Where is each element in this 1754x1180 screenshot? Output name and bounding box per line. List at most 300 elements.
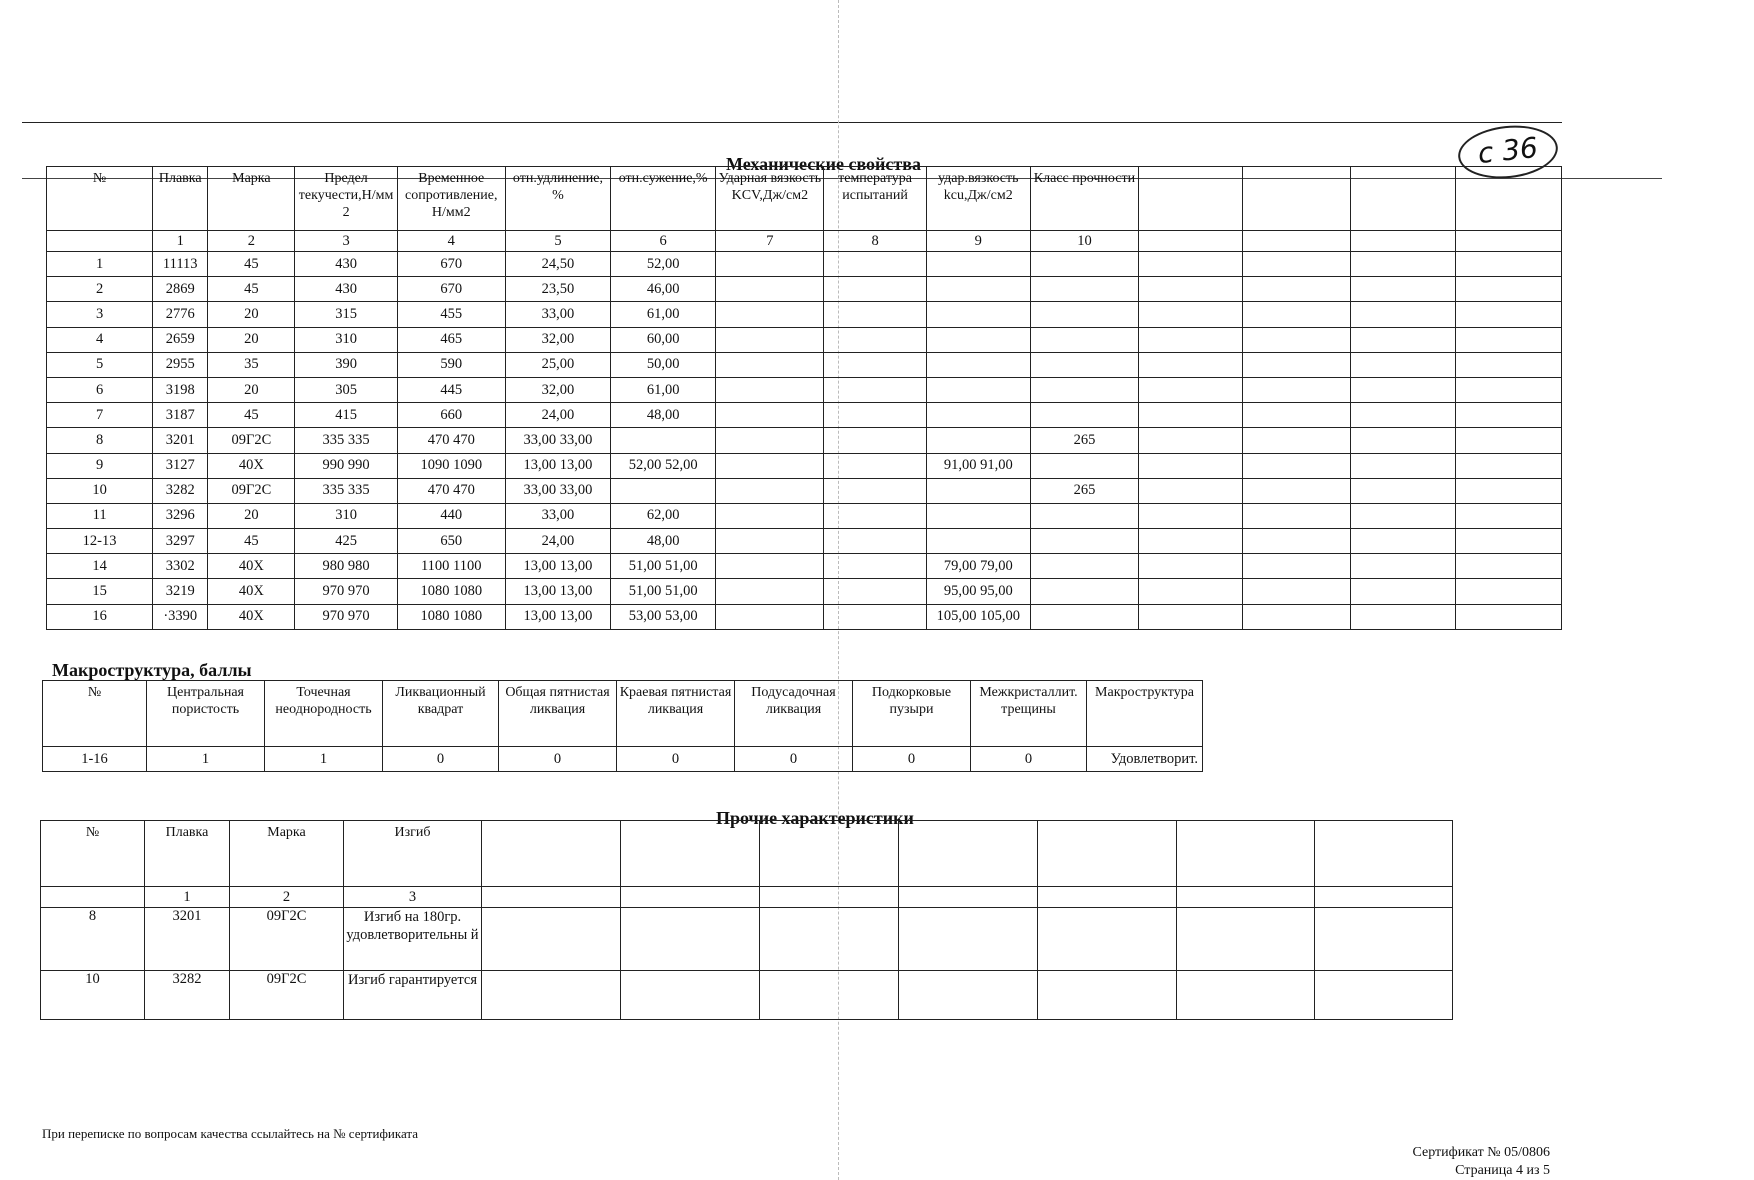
table-cell bbox=[1139, 167, 1243, 231]
table-cell: 650 bbox=[397, 529, 505, 554]
table-cell: 8 bbox=[47, 428, 153, 453]
table-cell bbox=[1455, 352, 1561, 377]
table-cell bbox=[716, 277, 824, 302]
table-cell: 305 bbox=[295, 377, 397, 402]
table-cell: Подусадочная ликвация bbox=[735, 681, 853, 747]
table-cell: 14 bbox=[47, 554, 153, 579]
table-cell: 3282 bbox=[145, 971, 230, 1020]
table-cell bbox=[1455, 579, 1561, 604]
table-cell: Краевая пятнистая ликвация bbox=[617, 681, 735, 747]
table-cell bbox=[824, 478, 926, 503]
table-cell: 24,00 bbox=[505, 529, 610, 554]
macro-title: Макроструктура, баллы bbox=[52, 660, 252, 680]
table-row bbox=[47, 327, 1562, 352]
table-cell: 45 bbox=[208, 403, 295, 428]
table-cell bbox=[926, 277, 1030, 302]
table-cell: 455 bbox=[397, 302, 505, 327]
table-cell bbox=[1243, 302, 1351, 327]
table-cell: 61,00 bbox=[611, 377, 716, 402]
table-cell bbox=[824, 302, 926, 327]
table-cell: 40Х bbox=[208, 579, 295, 604]
table-cell: 2955 bbox=[153, 352, 208, 377]
table-cell bbox=[1455, 503, 1561, 528]
table-cell bbox=[824, 554, 926, 579]
table-cell: 6 bbox=[47, 377, 153, 402]
table-cell bbox=[1455, 377, 1561, 402]
table-row bbox=[47, 579, 1562, 604]
table-cell bbox=[1030, 277, 1138, 302]
table-row bbox=[47, 554, 1562, 579]
table-cell bbox=[824, 252, 926, 277]
table-row bbox=[47, 403, 1562, 428]
table-cell bbox=[716, 453, 824, 478]
table-cell: 51,00 51,00 bbox=[611, 554, 716, 579]
table-cell bbox=[760, 908, 899, 971]
table-cell bbox=[1351, 277, 1455, 302]
table-cell bbox=[1315, 971, 1453, 1020]
table-cell: 1080 1080 bbox=[397, 604, 505, 629]
table-cell: Класс прочности bbox=[1030, 167, 1138, 231]
table-cell bbox=[1315, 821, 1453, 887]
table-cell: 310 bbox=[295, 503, 397, 528]
table-cell bbox=[1139, 579, 1243, 604]
table-row bbox=[47, 377, 1562, 402]
table-cell: 980 980 bbox=[295, 554, 397, 579]
table-cell bbox=[1243, 277, 1351, 302]
table-cell bbox=[1139, 252, 1243, 277]
table-cell: 1100 1100 bbox=[397, 554, 505, 579]
table-cell bbox=[47, 231, 153, 252]
table-cell: 335 335 bbox=[295, 478, 397, 503]
table-cell bbox=[621, 971, 760, 1020]
table-cell: Плавка bbox=[145, 821, 230, 887]
table-cell bbox=[1139, 529, 1243, 554]
table-cell: 61,00 bbox=[611, 302, 716, 327]
table-cell bbox=[1038, 971, 1177, 1020]
table-cell bbox=[899, 887, 1038, 908]
table-row bbox=[47, 478, 1562, 503]
table-cell: 970 970 bbox=[295, 579, 397, 604]
table-cell: 15 bbox=[47, 579, 153, 604]
table-cell bbox=[824, 403, 926, 428]
table-row bbox=[47, 503, 1562, 528]
table-cell: 33,00 33,00 bbox=[505, 428, 610, 453]
table-cell: 40Х bbox=[208, 554, 295, 579]
table-cell: 09Г2С bbox=[208, 428, 295, 453]
table-cell: 13,00 13,00 bbox=[505, 554, 610, 579]
table-cell bbox=[1243, 453, 1351, 478]
table-row bbox=[47, 277, 1562, 302]
top-rule bbox=[22, 122, 1562, 123]
table-cell: 660 bbox=[397, 403, 505, 428]
table-cell: 470 470 bbox=[397, 478, 505, 503]
table-cell bbox=[899, 908, 1038, 971]
table-row bbox=[47, 302, 1562, 327]
mechanical-table bbox=[46, 166, 1562, 630]
table-cell bbox=[1139, 352, 1243, 377]
table-cell: 13,00 13,00 bbox=[505, 453, 610, 478]
table-row bbox=[41, 908, 1453, 971]
table-cell: ·3390 bbox=[153, 604, 208, 629]
table-cell: 45 bbox=[208, 277, 295, 302]
table-cell: 1080 1080 bbox=[397, 579, 505, 604]
footer-note: При переписке по вопросам качества ссылайтесь на № сертификата bbox=[42, 1126, 418, 1141]
table-cell bbox=[1243, 403, 1351, 428]
table-cell: 8 bbox=[824, 231, 926, 252]
table-cell bbox=[926, 503, 1030, 528]
table-cell: 79,00 79,00 bbox=[926, 554, 1030, 579]
table-cell bbox=[1030, 579, 1138, 604]
table-cell: 09Г2С bbox=[230, 908, 344, 971]
table-cell bbox=[824, 352, 926, 377]
table-cell bbox=[1351, 579, 1455, 604]
table-cell bbox=[621, 821, 760, 887]
table-cell bbox=[1177, 887, 1315, 908]
table-cell bbox=[824, 327, 926, 352]
table-cell bbox=[1139, 428, 1243, 453]
table-cell: 45 bbox=[208, 252, 295, 277]
table-cell bbox=[41, 887, 145, 908]
table-cell: 430 bbox=[295, 252, 397, 277]
table-cell: 0 bbox=[383, 747, 499, 772]
table-cell bbox=[1455, 604, 1561, 629]
table-cell: № bbox=[47, 167, 153, 231]
table-cell: 465 bbox=[397, 327, 505, 352]
footer-certificate-block bbox=[1390, 1144, 1550, 1180]
table-cell bbox=[716, 529, 824, 554]
table-cell bbox=[1351, 604, 1455, 629]
table-cell bbox=[1243, 579, 1351, 604]
table-cell: Подкорковые пузыри bbox=[853, 681, 971, 747]
table-cell bbox=[716, 403, 824, 428]
table-cell: 91,00 91,00 bbox=[926, 453, 1030, 478]
handwritten-page-mark: с 36 bbox=[1456, 121, 1561, 183]
table-row bbox=[41, 971, 1453, 1020]
table-cell bbox=[716, 327, 824, 352]
table-cell: 20 bbox=[208, 503, 295, 528]
table-cell: 33,00 bbox=[505, 302, 610, 327]
table-cell bbox=[611, 428, 716, 453]
table-cell bbox=[1139, 377, 1243, 402]
table-cell bbox=[1351, 302, 1455, 327]
table-cell bbox=[716, 352, 824, 377]
table-cell: 590 bbox=[397, 352, 505, 377]
table-cell bbox=[1243, 167, 1351, 231]
table-cell bbox=[1139, 453, 1243, 478]
table-cell bbox=[1243, 428, 1351, 453]
table-cell bbox=[1351, 352, 1455, 377]
table-cell bbox=[716, 554, 824, 579]
table-cell bbox=[1351, 503, 1455, 528]
table-cell: 09Г2С bbox=[208, 478, 295, 503]
table-cell: 60,00 bbox=[611, 327, 716, 352]
table-cell: 24,50 bbox=[505, 252, 610, 277]
table-cell bbox=[760, 821, 899, 887]
table-cell: 16 bbox=[47, 604, 153, 629]
table-cell bbox=[611, 478, 716, 503]
table-cell: 52,00 52,00 bbox=[611, 453, 716, 478]
table-cell bbox=[1030, 604, 1138, 629]
table-cell bbox=[1351, 554, 1455, 579]
mechanical-title: Механические свойства bbox=[726, 154, 921, 174]
table-cell: 2 bbox=[47, 277, 153, 302]
table-cell: 11 bbox=[47, 503, 153, 528]
table-cell bbox=[716, 252, 824, 277]
table-cell bbox=[716, 377, 824, 402]
table-cell: 1 bbox=[145, 887, 230, 908]
table-cell: 3187 bbox=[153, 403, 208, 428]
table-cell bbox=[1455, 403, 1561, 428]
table-header-row bbox=[43, 681, 1203, 747]
table-cell: Временное сопротивление, Н/мм2 bbox=[397, 167, 505, 231]
table-cell: 9 bbox=[926, 231, 1030, 252]
table-cell: 8 bbox=[41, 908, 145, 971]
table-cell: 265 bbox=[1030, 478, 1138, 503]
table-cell: 3296 bbox=[153, 503, 208, 528]
table-cell bbox=[1243, 327, 1351, 352]
table-cell: 40Х bbox=[208, 604, 295, 629]
table-cell bbox=[1351, 478, 1455, 503]
table-cell bbox=[926, 327, 1030, 352]
table-cell bbox=[1243, 604, 1351, 629]
table-cell bbox=[1351, 529, 1455, 554]
table-cell: 33,00 33,00 bbox=[505, 478, 610, 503]
table-cell bbox=[1030, 327, 1138, 352]
table-cell bbox=[482, 887, 621, 908]
table-cell bbox=[1243, 503, 1351, 528]
table-row bbox=[47, 352, 1562, 377]
table-cell: 45 bbox=[208, 529, 295, 554]
table-cell: удар.вязкость kcu,Дж/см2 bbox=[926, 167, 1030, 231]
table-cell bbox=[1351, 453, 1455, 478]
table-cell bbox=[1030, 453, 1138, 478]
table-cell: 20 bbox=[208, 302, 295, 327]
table-cell bbox=[1455, 478, 1561, 503]
other-title: Прочие характеристики bbox=[716, 808, 914, 828]
table-cell bbox=[1030, 377, 1138, 402]
table-cell: 2776 bbox=[153, 302, 208, 327]
table-cell: 9 bbox=[47, 453, 153, 478]
table-cell bbox=[1315, 908, 1453, 971]
table-cell bbox=[1139, 327, 1243, 352]
table-cell bbox=[1030, 529, 1138, 554]
table-cell bbox=[1038, 887, 1177, 908]
table-header-row bbox=[47, 167, 1562, 231]
table-cell: 3198 bbox=[153, 377, 208, 402]
table-cell: Межкристаллит. трещины bbox=[971, 681, 1087, 747]
table-cell: 12-13 bbox=[47, 529, 153, 554]
table-cell: Удовлетворит. bbox=[1087, 747, 1203, 772]
table-cell bbox=[1243, 377, 1351, 402]
table-cell: 105,00 105,00 bbox=[926, 604, 1030, 629]
table-cell: 670 bbox=[397, 252, 505, 277]
table-cell bbox=[1038, 908, 1177, 971]
table-row bbox=[47, 453, 1562, 478]
table-cell bbox=[1139, 503, 1243, 528]
table-cell: Ликвационный квадрат bbox=[383, 681, 499, 747]
table-cell bbox=[1351, 252, 1455, 277]
table-cell: 4 bbox=[397, 231, 505, 252]
table-cell: 1 bbox=[265, 747, 383, 772]
table-cell: 11113 bbox=[153, 252, 208, 277]
macro-table bbox=[42, 680, 1203, 772]
table-cell: 33,00 bbox=[505, 503, 610, 528]
table-cell bbox=[926, 478, 1030, 503]
table-cell: Изгиб bbox=[344, 821, 482, 887]
table-cell bbox=[1030, 352, 1138, 377]
table-cell bbox=[1455, 302, 1561, 327]
table-cell: 3201 bbox=[145, 908, 230, 971]
table-cell: 445 bbox=[397, 377, 505, 402]
table-cell bbox=[1030, 403, 1138, 428]
table-row bbox=[47, 252, 1562, 277]
table-row bbox=[47, 604, 1562, 629]
table-cell bbox=[824, 579, 926, 604]
table-cell bbox=[1177, 971, 1315, 1020]
table-cell: 2869 bbox=[153, 277, 208, 302]
table-cell bbox=[824, 428, 926, 453]
table-cell: 3 bbox=[295, 231, 397, 252]
table-cell bbox=[482, 821, 621, 887]
table-cell: Точечная неоднородность bbox=[265, 681, 383, 747]
table-cell: № bbox=[43, 681, 147, 747]
table-cell: 13,00 13,00 bbox=[505, 579, 610, 604]
table-cell bbox=[1038, 821, 1177, 887]
table-cell bbox=[1139, 403, 1243, 428]
table-cell: 0 bbox=[617, 747, 735, 772]
table-cell: 48,00 bbox=[611, 403, 716, 428]
certificate-number: Сертификат № 05/0806 bbox=[1412, 1145, 1550, 1160]
table-cell: 970 970 bbox=[295, 604, 397, 629]
table-cell: 470 470 bbox=[397, 428, 505, 453]
table-cell: 46,00 bbox=[611, 277, 716, 302]
table-cell: 1 bbox=[147, 747, 265, 772]
table-cell: 51,00 51,00 bbox=[611, 579, 716, 604]
table-cell: 48,00 bbox=[611, 529, 716, 554]
column-number-row bbox=[41, 887, 1453, 908]
table-cell bbox=[1455, 428, 1561, 453]
table-cell: 0 bbox=[971, 747, 1087, 772]
table-cell bbox=[1351, 377, 1455, 402]
table-cell: 5 bbox=[47, 352, 153, 377]
table-cell: 0 bbox=[499, 747, 617, 772]
table-cell bbox=[1455, 529, 1561, 554]
table-cell: 1 bbox=[47, 252, 153, 277]
table-cell: 10 bbox=[41, 971, 145, 1020]
table-cell: Макроструктура bbox=[1087, 681, 1203, 747]
table-cell bbox=[824, 529, 926, 554]
table-cell bbox=[824, 604, 926, 629]
table-cell: 50,00 bbox=[611, 352, 716, 377]
table-cell bbox=[1351, 403, 1455, 428]
table-cell bbox=[482, 908, 621, 971]
table-cell bbox=[899, 821, 1038, 887]
table-cell bbox=[1139, 554, 1243, 579]
table-cell: 430 bbox=[295, 277, 397, 302]
table-cell: 425 bbox=[295, 529, 397, 554]
table-cell bbox=[1243, 554, 1351, 579]
table-cell: 5 bbox=[505, 231, 610, 252]
table-cell bbox=[1455, 167, 1561, 231]
table-cell bbox=[621, 887, 760, 908]
table-cell: 3127 bbox=[153, 453, 208, 478]
table-cell: 23,50 bbox=[505, 277, 610, 302]
table-cell bbox=[1139, 478, 1243, 503]
table-cell bbox=[716, 302, 824, 327]
table-header-row bbox=[41, 821, 1453, 887]
table-cell: Предел текучести,Н/мм 2 bbox=[295, 167, 397, 231]
table-cell: 3201 bbox=[153, 428, 208, 453]
table-cell: 3282 bbox=[153, 478, 208, 503]
table-cell bbox=[1030, 252, 1138, 277]
table-cell bbox=[1139, 302, 1243, 327]
table-cell bbox=[621, 908, 760, 971]
table-cell: 0 bbox=[853, 747, 971, 772]
table-cell bbox=[1351, 428, 1455, 453]
table-cell bbox=[824, 377, 926, 402]
table-cell: 1-16 bbox=[43, 747, 147, 772]
table-cell bbox=[1243, 352, 1351, 377]
table-cell: 3302 bbox=[153, 554, 208, 579]
table-row bbox=[47, 529, 1562, 554]
table-cell bbox=[926, 352, 1030, 377]
table-cell: Общая пятнистая ликвация bbox=[499, 681, 617, 747]
table-cell bbox=[1351, 167, 1455, 231]
table-cell bbox=[716, 604, 824, 629]
table-cell: Марка bbox=[230, 821, 344, 887]
table-cell: 415 bbox=[295, 403, 397, 428]
table-cell: 2659 bbox=[153, 327, 208, 352]
table-cell: 2 bbox=[230, 887, 344, 908]
table-cell: 53,00 53,00 bbox=[611, 604, 716, 629]
table-cell: Центральная пористость bbox=[147, 681, 265, 747]
table-cell bbox=[1030, 503, 1138, 528]
table-cell bbox=[1455, 252, 1561, 277]
table-cell: 7 bbox=[716, 231, 824, 252]
table-cell: 670 bbox=[397, 277, 505, 302]
table-cell: 95,00 95,00 bbox=[926, 579, 1030, 604]
table-cell bbox=[1243, 478, 1351, 503]
table-cell bbox=[1243, 231, 1351, 252]
table-cell: 2 bbox=[208, 231, 295, 252]
table-cell: 390 bbox=[295, 352, 397, 377]
table-cell bbox=[926, 252, 1030, 277]
table-cell bbox=[824, 503, 926, 528]
table-cell bbox=[926, 428, 1030, 453]
table-cell bbox=[899, 971, 1038, 1020]
page-number: Страница 4 из 5 bbox=[1455, 1163, 1550, 1178]
table-cell bbox=[926, 302, 1030, 327]
table-row bbox=[43, 747, 1203, 772]
table-cell: 3 bbox=[344, 887, 482, 908]
table-cell: 25,00 bbox=[505, 352, 610, 377]
table-cell bbox=[1177, 908, 1315, 971]
table-cell bbox=[926, 377, 1030, 402]
table-cell bbox=[1455, 277, 1561, 302]
table-row bbox=[47, 428, 1562, 453]
table-cell: отн.удлинение, % bbox=[505, 167, 610, 231]
table-cell: отн.сужение,% bbox=[611, 167, 716, 231]
table-cell: температура испытаний bbox=[824, 167, 926, 231]
table-cell bbox=[1243, 252, 1351, 277]
table-cell: 310 bbox=[295, 327, 397, 352]
table-cell bbox=[1315, 887, 1453, 908]
table-cell: Марка bbox=[208, 167, 295, 231]
table-cell: 3297 bbox=[153, 529, 208, 554]
table-cell bbox=[760, 971, 899, 1020]
table-cell bbox=[1351, 327, 1455, 352]
table-cell bbox=[1243, 529, 1351, 554]
